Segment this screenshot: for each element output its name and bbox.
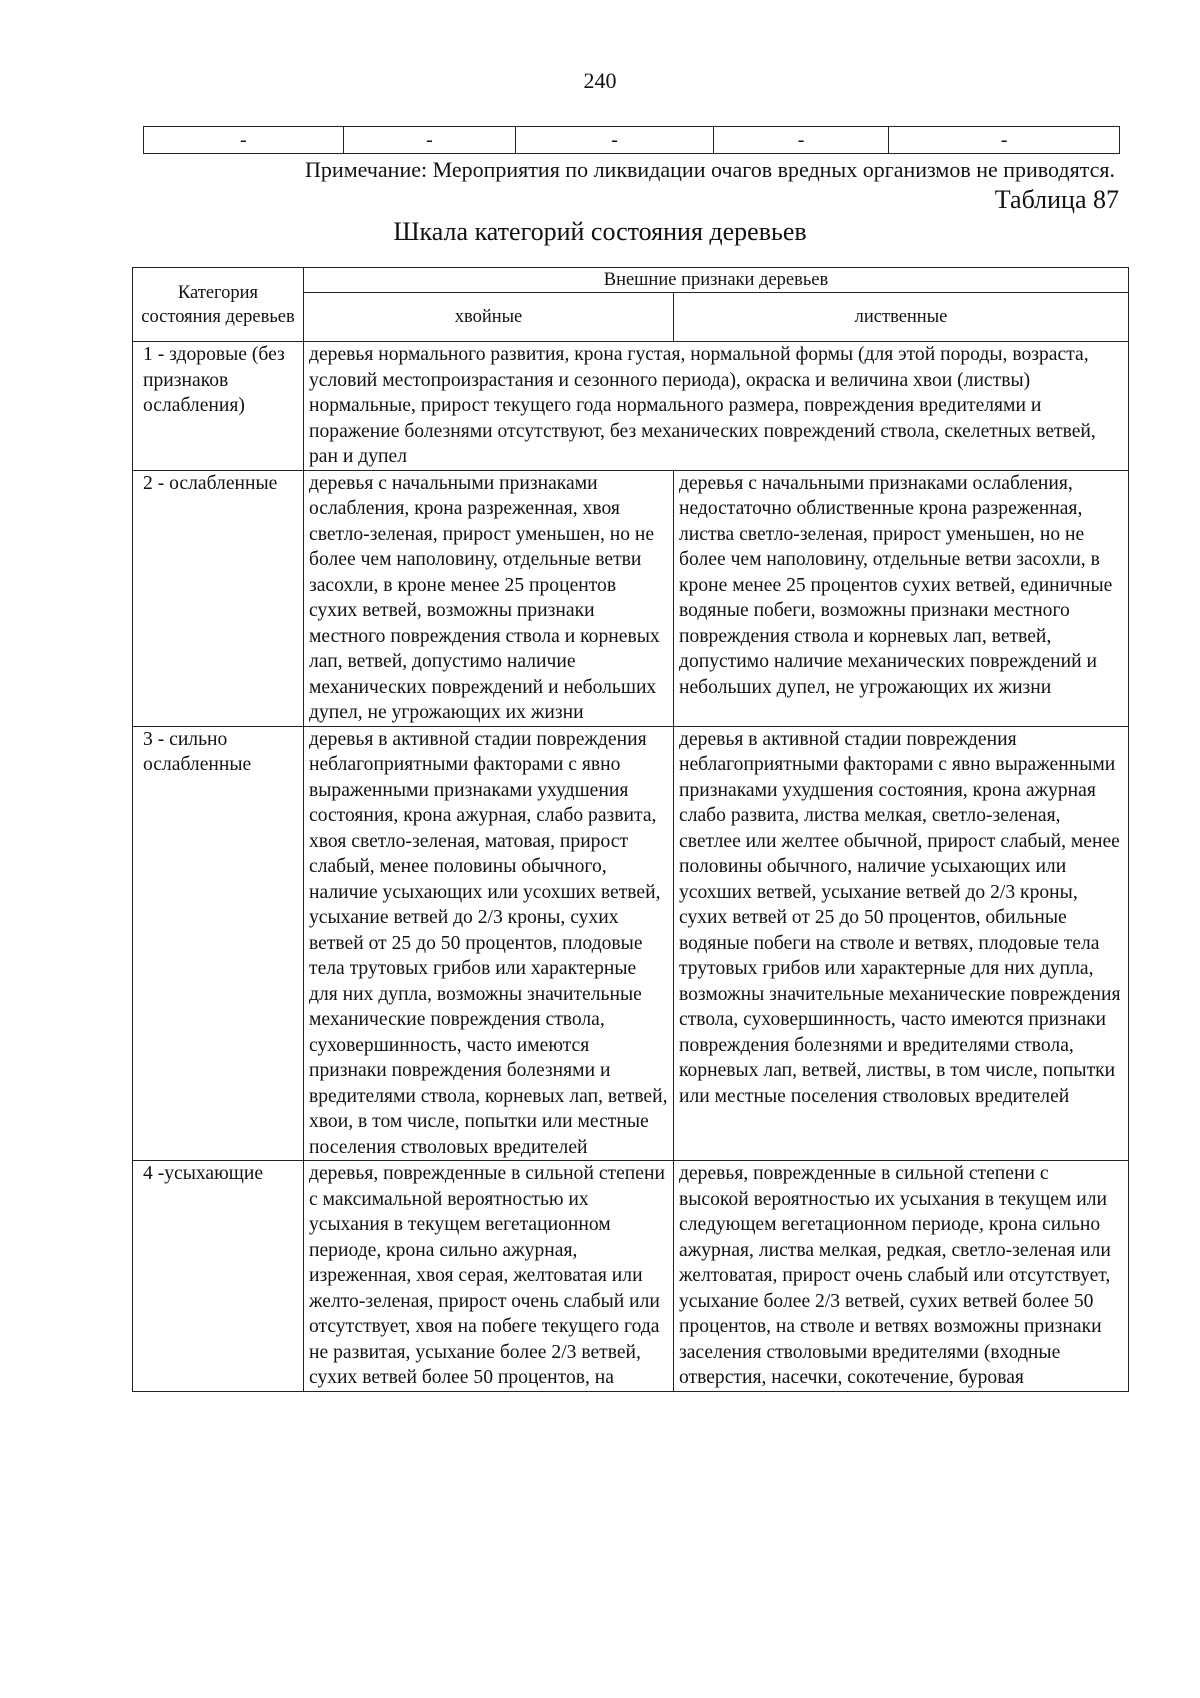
deciduous-cell: деревья в активной стадии повреждения неблагоприятными факторами с явно выраженными признаками ухудшения состояния, крона ажурная слабо развита, листва мелкая, светло-зеленая, светлее или желтее обычной, прирост слабый, менее половины обычного, наличие усыхающих или усохших ветвей, усыхание ветвей до 2/3 кроны, сухих ветвей от 25 до 50 процентов, обильные водяные побеги на стволе и ветвях, плодовые тела трутовых грибов или характерные для них дупла, возможны значительные механические повреждения ствола, суховершинность, часто имеются признаки повреждения болезнями и вредителями ствола, корневых лап, ветвей, листвы, в том числе, попытки или местные поселения стволовых вредителей xyxy=(674,726,1129,1161)
coniferous-cell: деревья в активной стадии повреждения неблагоприятными факторами с явно выраженными признаками ухудшения состояния, крона ажурная, слабо развита, хвоя светло-зеленая, матовая, прирост слабый, менее половины обычного, наличие усыхающих или усохших ветвей, усыхание ветвей до 2/3 кроны, сухих ветвей от 25 до 50 процентов, плодовые тела трутовых грибов или характерные для них дупла, возможны значительные механические повреждения ствола, суховершинность, часто имеются признаки повреждения болезнями и вредителями ствола, корневых лап, ветвей, хвои, в том числе, попытки или местные поселения стволовых вредителей xyxy=(304,726,674,1161)
table-row xyxy=(133,1161,1129,1392)
table-cell: - xyxy=(889,127,1120,154)
category-cell: 3 - сильно ослабленные xyxy=(133,726,304,1161)
category-cell: 2 - ослабленные xyxy=(133,470,304,726)
category-cell: 4 -усыхающие xyxy=(133,1161,304,1392)
page-number: 240 xyxy=(583,68,617,93)
deciduous-cell: деревья с начальными признаками ослабления, недостаточно облиственные крона разреженная, листва светло-зеленая, прирост уменьшен, но не более чем наполовину, отдельные ветви засохли, в кроне менее 25 процентов сухих ветвей, единичные водяные побеги, возможны признаки местного повреждения ствола и корневых лап, ветвей, допустимо наличие механических повреждений и небольших дупел, не угрожающих их жизни xyxy=(674,470,1129,726)
table-title: Шкала категорий состояния деревьев xyxy=(393,217,807,246)
deciduous-cell: деревья, поврежденные в сильной степени с высокой вероятностью их усыхания в текущем или следующем вегетационном периоде, крона сильно ажурная, листва мелкая, редкая, светло-зеленая или желтоватая, прирост очень слабый или отсутствует, усыхание более 2/3 ветвей, сухих ветвей более 50 процентов, на стволе и ветвях возможны признаки заселения стволовыми вредителями (входные отверстия, насечки, сокотечение, буровая xyxy=(674,1161,1129,1392)
coniferous-cell: деревья, поврежденные в сильной степени с максимальной вероятностью их усыхания в текущем вегетационном периоде, крона сильно ажурная, изреженная, хвоя серая, желтоватая или желто-зеленая, прирост очень слабый или отсутствует, хвоя на побеге текущего года не развитая, усыхание более 2/3 ветвей, сухих ветвей более 50 процентов, на xyxy=(304,1161,674,1392)
header-deciduous: лиственные xyxy=(674,293,1129,342)
table-row xyxy=(133,470,1129,726)
header-external-signs: Внешние признаки деревьев xyxy=(304,268,1129,293)
table-cell: - xyxy=(343,127,516,154)
table-cell: - xyxy=(144,127,344,154)
table-row xyxy=(133,726,1129,1161)
table-label: Таблица 87 xyxy=(994,185,1119,214)
coniferous-cell: деревья с начальными признаками ослабления, крона разреженная, хвоя светло-зеленая, прирост уменьшен, но не более чем наполовину, отдельные ветви засохли, в кроне менее 25 процентов сухих ветвей, возможны признаки местного повреждения ствола и корневых лап, ветвей, допустимо наличие механических повреждений и небольших дупел, не угрожающих их жизни xyxy=(304,470,674,726)
header-coniferous: хвойные xyxy=(304,293,674,342)
category-cell: 1 - здоровые (без признаков ослабления) xyxy=(133,342,304,471)
previous-table-fragment xyxy=(143,126,1120,154)
common-signs-cell: деревья нормального развития, крона густая, нормальной формы (для этой породы, возраста, условий местопроизрастания и сезонного периода), окраска и величина хвои (листвы) нормальные, прирост текущего года нормального размера, повреждения вредителями и поражение болезнями отсутствуют, без механических повреждений ствола, скелетных ветвей, ран и дупел xyxy=(304,342,1129,471)
table-cell: - xyxy=(713,127,889,154)
header-row xyxy=(133,268,1129,293)
tree-condition-table xyxy=(132,267,1129,1392)
table-cell: - xyxy=(516,127,714,154)
table-row xyxy=(144,127,1120,154)
note: Примечание: Мероприятия по ликвидации очагов вредных организмов не приводятся. xyxy=(305,157,1115,182)
header-category: Категория состояния деревьев xyxy=(133,268,304,342)
table-row xyxy=(133,342,1129,471)
